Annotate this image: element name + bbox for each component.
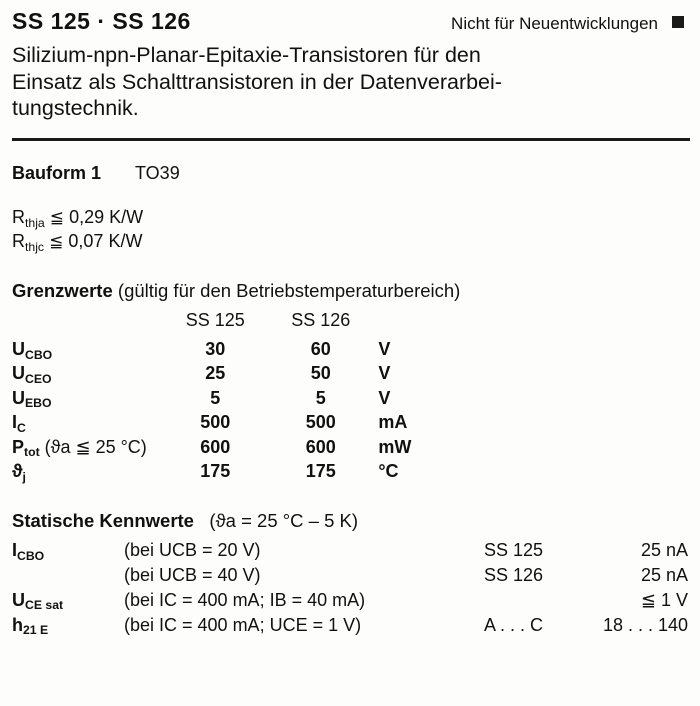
limits-col-ss125: SS 125 [185, 310, 245, 331]
thermal-row-thja [12, 205, 688, 229]
limits-ss125-tj: 175 [200, 460, 231, 481]
limits-title-bold: Grenzwerte [12, 279, 113, 301]
thermal-relation-thjc: ≦ [49, 232, 64, 252]
limits-unit-ptot: mW [378, 436, 412, 457]
statics-value-icbo-20v: 25 nA [640, 540, 688, 561]
limits-col-symbol [12, 309, 161, 338]
table-row [12, 337, 442, 361]
table-row [12, 362, 442, 386]
limits-col-ss126: SS 126 [291, 310, 351, 331]
limits-symbol-ic: $I_C$ [12, 412, 26, 435]
statics-type-ucesat [484, 588, 596, 613]
limits-unit-tj: °C [378, 460, 399, 481]
statics-value-ucesat: ≦ 1 V [640, 589, 688, 610]
limits-header-row [12, 309, 442, 338]
limits-ss125-ic: 500 [200, 412, 231, 433]
limits-col-unit [372, 309, 442, 338]
limits-symbol-tj: $ϑ_j$ [12, 460, 26, 484]
table-row [12, 564, 688, 589]
table-row [12, 459, 442, 483]
table-row [12, 435, 442, 459]
page-subtitle [0, 35, 678, 122]
statics-title-rest: (ϑa = 25 °C – 5 K) [209, 509, 359, 531]
limits-title-rest: (gültig für den Betriebstemperaturbereich) [117, 279, 461, 301]
statics-condition-ucesat: (bei IC = 400 mA; IB = 40 mA) [124, 589, 366, 610]
limits-ss125-ucbo: 30 [205, 338, 226, 359]
statics-symbol-h21e: $h_{21 E}$ [12, 614, 49, 638]
statics-table [12, 539, 688, 638]
content-body [0, 163, 700, 638]
limits-symbol-uceo: $U_{CEO}$ [12, 363, 52, 387]
limits-unit-ucbo: V [378, 338, 391, 359]
thermal-subscript-thjc: thjc [25, 239, 45, 254]
statics-type-ss126: SS 126 [484, 565, 544, 586]
thermal-value-thja: 0,29 K/W [69, 206, 144, 227]
part-numbers-title: SS 125 · SS 126 [12, 8, 191, 34]
package-label: Bauform 1 [12, 162, 102, 183]
subtitle-line-2: Einsatz als Schalttransistoren in der Datenverarbei- [12, 69, 502, 94]
package-value: TO39 [135, 162, 180, 183]
thermal-relation-thja: ≦ [49, 207, 65, 227]
limits-ss126-ptot: 600 [305, 436, 336, 457]
package-row [12, 163, 688, 184]
thermal-subscript-thja: thja [25, 215, 45, 230]
statics-symbol-icbo: $I_{CBO}$ [12, 540, 45, 563]
obsolete-notice: Nicht für Neuentwicklungen [451, 14, 658, 33]
table-row [12, 588, 688, 613]
table-row [12, 613, 688, 638]
statics-condition-icbo-20v: (bei UCB = 20 V) [124, 540, 261, 561]
table-row [12, 386, 442, 410]
page-header [0, 0, 700, 35]
limits-ss125-uebo: 5 [210, 387, 221, 408]
statics-symbol-empty [12, 564, 124, 589]
limits-section-title [12, 280, 688, 302]
thermal-symbol-r2: R [12, 231, 25, 252]
thermal-row-thjc [12, 229, 688, 253]
statics-condition-icbo-40v: (bei UCB = 40 V) [124, 565, 261, 586]
statics-condition-h21e: (bei IC = 400 mA; UCE = 1 V) [124, 614, 362, 635]
header-notice-group [451, 14, 688, 34]
thermal-value-thjc: 0,07 K/W [68, 231, 143, 252]
horizontal-rule [12, 138, 690, 141]
statics-value-h21e: 18 . . . 140 [602, 614, 688, 635]
subtitle-line-1: Silizium-npn-Planar-Epitaxie-Transistoren für den [12, 43, 481, 67]
limits-symbol-ucbo: $U_{CBO}$ [12, 338, 53, 362]
limits-ss126-ucbo: 60 [310, 338, 331, 359]
statics-type-ss125: SS 125 [484, 540, 544, 561]
limits-ss125-ptot: 600 [200, 436, 231, 457]
table-row [12, 539, 688, 564]
subtitle-line-3: tungstechnik. [12, 96, 139, 121]
black-square-icon [672, 16, 684, 28]
statics-value-icbo-40v: 25 nA [640, 565, 688, 586]
thermal-symbol-r: R [12, 206, 25, 227]
table-row [12, 411, 442, 435]
limits-symbol-ptot: $P_{tot}$ (ϑa ≦ 25 °C) [12, 436, 147, 460]
limits-ss126-ic: 500 [305, 412, 336, 433]
limits-table [12, 309, 442, 484]
limits-ss125-uceo: 25 [205, 363, 226, 384]
limits-unit-ic: mA [378, 412, 408, 433]
limits-cond-ptot: (ϑa ≦ 25 °C) [44, 436, 147, 457]
limits-ss126-tj: 175 [305, 460, 336, 481]
statics-title-bold: Statische Kennwerte [12, 509, 194, 531]
thermal-resistance-block [12, 205, 688, 254]
statics-type-h21e: A . . . C [484, 614, 544, 635]
statics-section-title [12, 510, 688, 532]
limits-ss126-uceo: 50 [310, 363, 331, 384]
limits-symbol-uebo: $U_{EBO}$ [12, 387, 52, 411]
limits-unit-uebo: V [378, 387, 391, 408]
limits-ss126-uebo: 5 [315, 387, 326, 408]
statics-symbol-ucesat: $U_{CE sat}$ [12, 589, 64, 613]
limits-unit-uceo: V [378, 363, 391, 384]
